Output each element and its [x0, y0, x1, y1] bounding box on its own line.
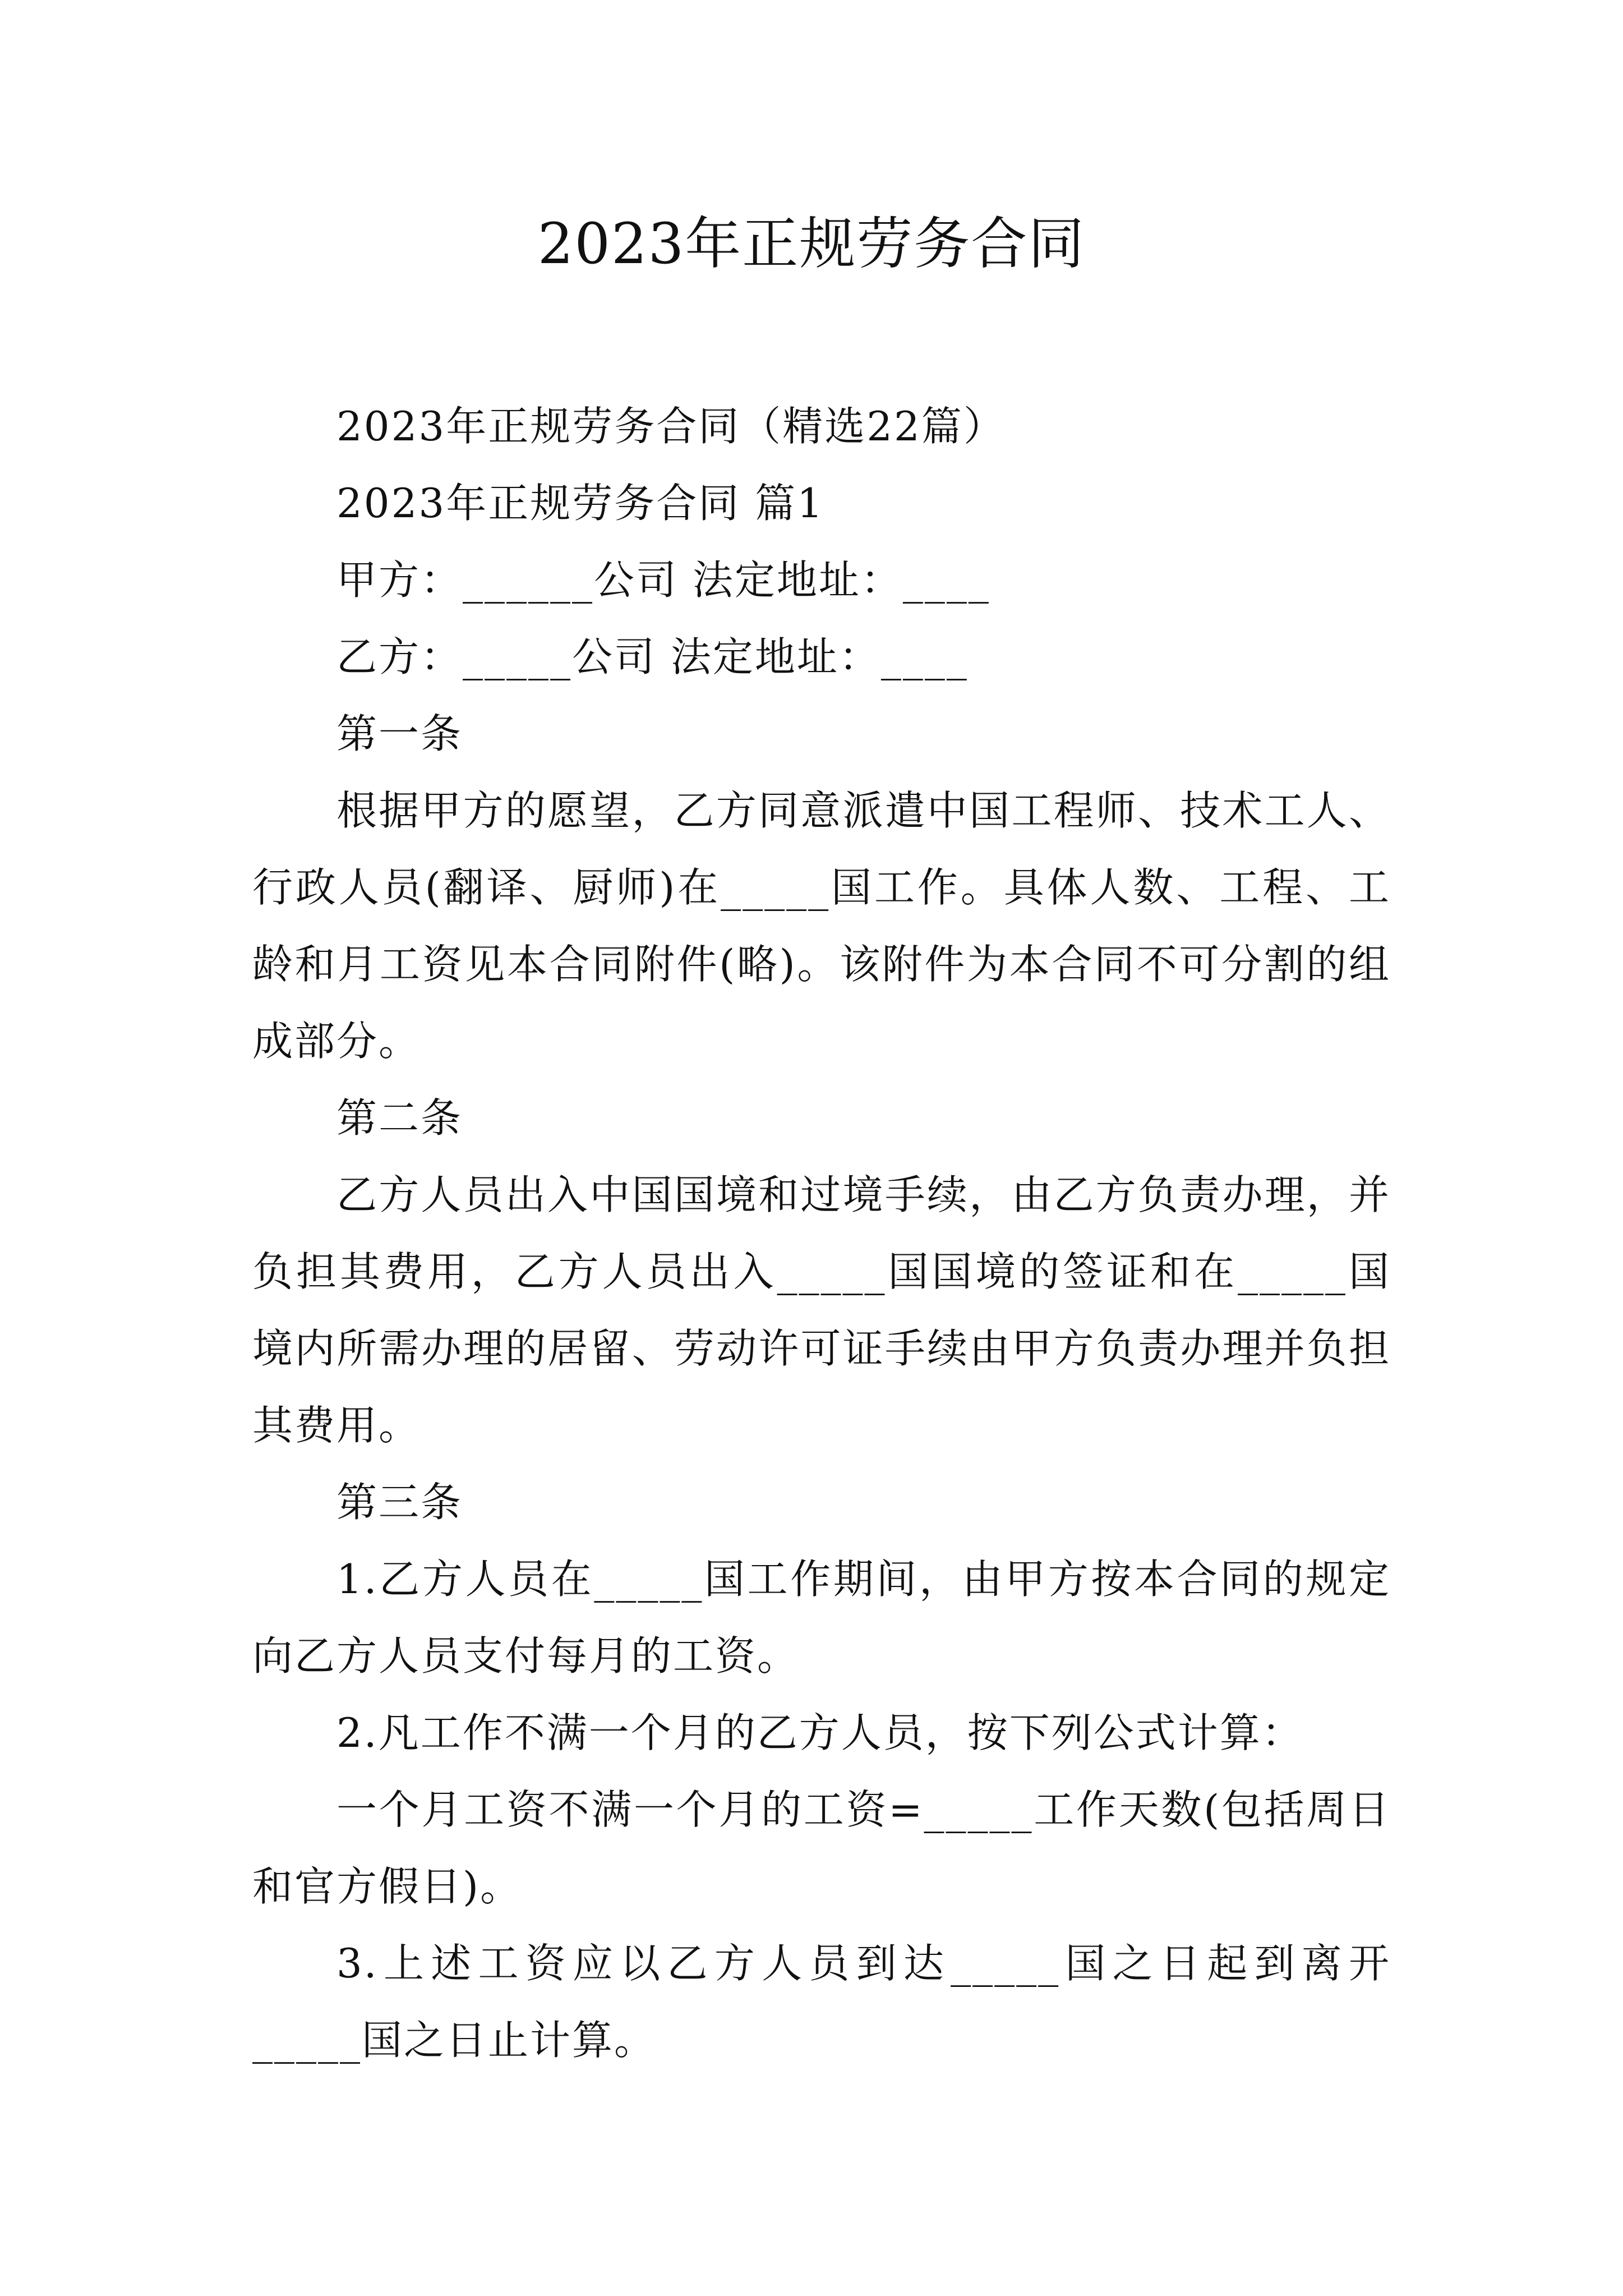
article-3-heading: 第三条 [336, 1479, 463, 1526]
document-title: 2023年正规劳务合同 [537, 211, 1086, 277]
party-a-line: 甲方：______公司 法定地址：____ [336, 556, 990, 604]
document-body [252, 388, 1391, 2079]
party-b-line: 乙方：_____公司 法定地址：____ [336, 633, 969, 680]
article-3-formula: 一个月工资不满一个月的工资=_____工作天数(包括周日和官方假日)。 [252, 1786, 1391, 1910]
article-3-item-2: 2.凡工作不满一个月的乙方人员，按下列公式计算： [336, 1709, 1304, 1756]
article-3-item-1: 1.乙方人员在_____国工作期间，由甲方按本合同的规定向乙方人员支付每月的工资。 [252, 1556, 1391, 1680]
article-3-item-3: 3.上述工资应以乙方人员到达_____国之日起到离开_____国之日止计算。 [252, 1940, 1391, 2064]
article-1-heading: 第一条 [336, 710, 463, 757]
article-1-text: 根据甲方的愿望，乙方同意派遣中国工程师、技术工人、行政人员(翻译、厨师)在_____国工作。具体人数、工程、工龄和月工资见本合同附件(略)。该附件为本合同不可分割的组成部分。 [252, 787, 1391, 1065]
article-2-heading: 第二条 [336, 1094, 463, 1142]
section-heading: 2023年正规劳务合同 篇1 [336, 480, 824, 527]
article-2-text: 乙方人员出入中国国境和过境手续，由乙方负责办理，并负担其费用，乙方人员出入_____国国境的签证和在_____国境内所需办理的居留、劳动许可证手续由甲方负责办理并负担其费用。 [252, 1171, 1391, 1449]
subtitle-line: 2023年正规劳务合同（精选22篇） [336, 403, 1006, 450]
